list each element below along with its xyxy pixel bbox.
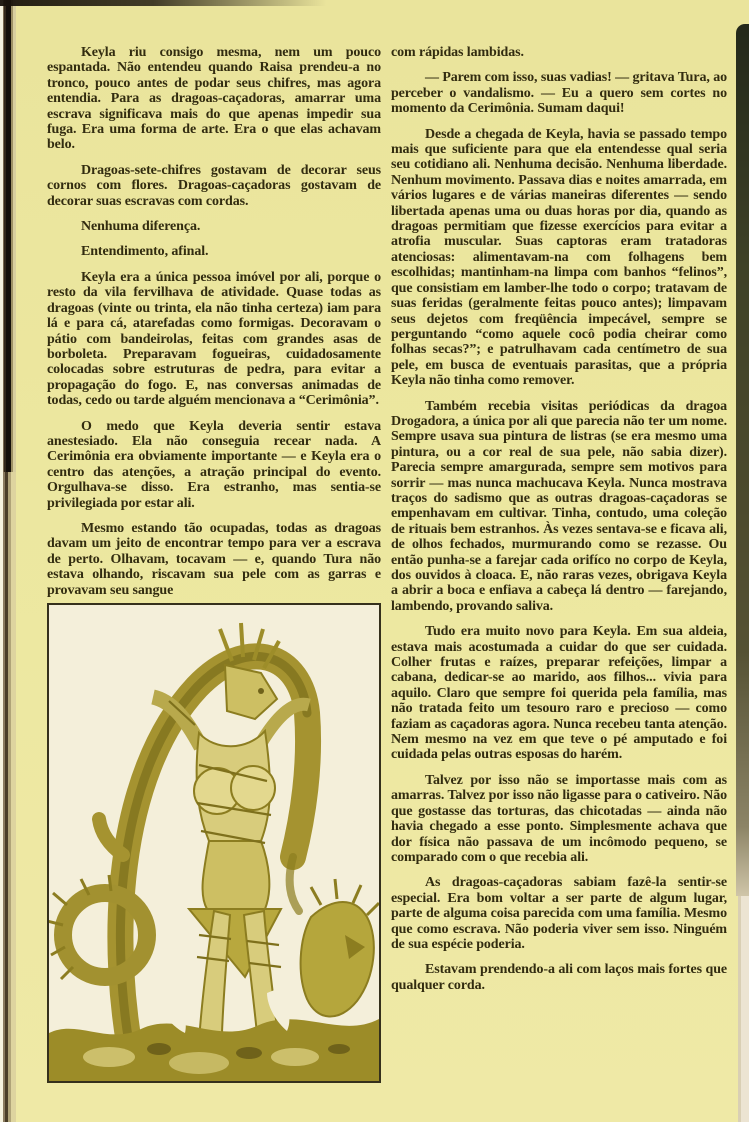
paragraph: com rápidas lambidas. — [391, 45, 524, 60]
right-text-column — [391, 45, 727, 1105]
paragraph: Nenhuma diferença. — [81, 219, 201, 235]
book-spine-shadow-upper — [0, 0, 16, 472]
paragraph: Keyla riu consigo mesma, nem um pouco espantada. Não entendeu quando Raisa prendeu-a no tronco, pouco antes de podar seus chifres, mas agora entendia. Para as dragoas-caçadoras, amarrar uma escrava significava mais do que apenas impedir sua fuga. Era uma forma de arte. Era o que elas achavam belo. — [47, 45, 381, 153]
dragon-woman-illustration — [49, 605, 379, 1081]
paragraph: Tudo era muito novo para Keyla. Em sua aldeia, estava mais acostumada a cuidar do que ser cuidada. Colher frutas e raízes, preparar refeições, limpar a cabana, dedicar-se ao marido, aos filhos... vivia para aquilo. Claro que sempre foi querida pela família, mas não tratada feito um tesouro raro e precioso — como faziam as caçadoras agora. Nunca recebeu tanta atenção. Nem mesmo na vez em que teve o pé amputado e foi cuidada pelas outras esposas do harém. — [391, 624, 727, 763]
illustration-frame — [47, 603, 381, 1083]
next-page-dark-edge — [736, 24, 749, 896]
paragraph: Dragoas-sete-chifres gostavam de decorar seus cornos com flores. Dragoas-caçadoras gostavam de decorar suas escravas com cordas. — [47, 162, 381, 209]
paragraph: — Parem com isso, suas vadias! — gritava Tura, ao perceber o vandalismo. — Eu a quero sem cortes no momento da Cerimônia. Sumam daqui! — [391, 70, 727, 117]
paragraph: Talvez por isso não se importasse mais com as amarras. Talvez por isso não ligasse para o cativeiro. Não que gostasse das torturas, das chicotadas — ainda não havia chegado a esse ponto. Simplesmente achava que dor física não passava de um incômodo pequeno, se comparado com o que recebia ali. — [391, 772, 727, 865]
paragraph: Mesmo estando tão ocupadas, todas as dragoas davam um jeito de encontrar tempo para ver a escrava de perto. Olhavam, tocavam — e, quando Tura não estava olhando, riscavam sua pele com as garras e provavam seu sangue — [47, 520, 381, 598]
paragraph: O medo que Keyla deveria sentir estava anestesiado. Ela não conseguia recear nada. A Cerimônia era obviamente importante — e Keyla era o centro das atenções, a atração principal do evento. Orgulhava-se disso. Era estranho, mas sentia-se privilegiada por estar ali. — [47, 418, 381, 511]
paragraph: As dragoas-caçadoras sabiam fazê-la sentir-se especial. Era bom voltar a ser parte de algum lugar, parte de alguma coisa parecida com uma família. Mesmo que como escrava. Não poderia viver sem isso. Ninguém de sua espécie poderia. — [391, 875, 727, 952]
paragraph: Estavam prendendo-a ali com laços mais fortes que qualquer corda. — [391, 962, 727, 993]
paragraph: Entendimento, afinal. — [81, 244, 209, 260]
paragraph: Keyla era a única pessoa imóvel por ali, porque o resto da vila fervilhava de atividade. Quase todas as dragoas (vinte ou trinta, ela não tinha certeza) iam para lá e para cá, atarefadas como formigas. Decoravam o pátio com bandeirolas, feitas com grandes asas de borboleta. Preparavam fogueiras, cuidadosamente colocadas sobre estruturas de pedra, para evitar a propagação do fogo. E, nas conversas animadas de todas, cedo ou tarde alguém mencionava a “Cerimônia”. — [47, 269, 381, 409]
next-page-light-edge — [738, 896, 749, 1122]
left-text-column — [47, 45, 381, 601]
book-spine-shadow-lower — [0, 472, 16, 1122]
paragraph: Desde a chegada de Keyla, havia se passado tempo mais que suficiente para que ela entendesse qual seria seu cotidiano ali. Nenhuma decisão. Nenhuma liberdade. Nenhum movimento. Passava dias e noites amarrada, em vários lugares e de várias maneiras diferentes — sendo libertada apenas uma ou duas horas por dia, quando as dragoas permitiam que fizesse exercícios para evitar a atrofia muscular. Suas captoras eram tratadoras atenciosas: alimentavam-na com folhagens bem escolhidas; mantinham-na limpa com banhos “felinos”, que consistiam em lamber-lhe todo o corpo; tratavam de suas feridas (geralmente feitas pouco antes); limpavam seus dejetos com freqüência impecável, sempre se perguntando “como aquele cocô podia cheirar como folhas secas?”; e patrulhavam cada centímetro de sua pele, em busca de eventuais parasitas, que a própria Keyla não tinha como remover. — [391, 126, 727, 389]
page-top-shadow — [0, 0, 340, 6]
paragraph: Também recebia visitas periódicas da dragoa Drogadora, a única por ali que parecia não ter um nome. Sempre usava sua pintura de listras (se era mesmo uma pintura, ou a cor real de sua pele, não sabia dizer). Parecia sempre amargurada, sempre sem motivos para sorrir — mas nunca machucava Keyla. Nunca mostrava traços do sadismo que as outras dragoas-caçadoras se empenhavam em cultivar. Tinha, contudo, uma coleção de rituais bem estranhos. Às vezes sentava-se e ficava ali, de olhos fechados, murmurando como se rezasse. Ou então punha-se a farejar cada orifíco no corpo de Keyla, dos ouvidos à cloaca. E, não raras vezes, obrigava Keyla a abrir a boca e enfiava a cabeça lá dentro — farejando, lambendo, provando saliva. — [391, 398, 727, 614]
